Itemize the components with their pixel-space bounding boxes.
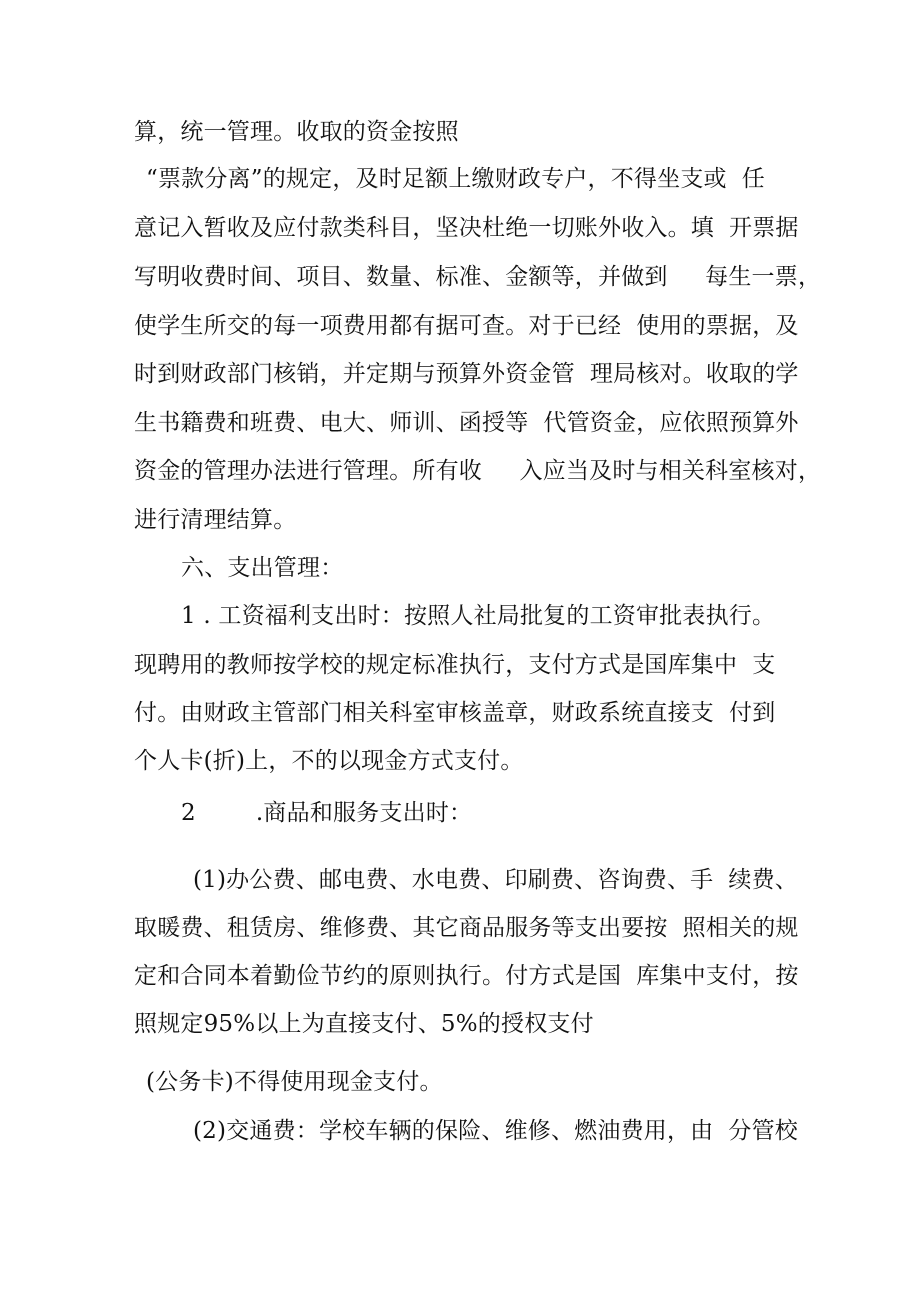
paragraph-line: 算，统一管理。收取的资金按照 (134, 119, 459, 145)
paragraph-line: 现聘用的教师按学校的规定标准执行，支付方式是国库集中 支 (134, 652, 776, 678)
paragraph-line: 取暖费、租赁房、维修费、其它商品服务等支出要按 照相关的规 (134, 915, 799, 941)
paragraph-line: “票款分离”的规定，及时足额上缴财政专户，不得坐支或 任 (146, 166, 765, 192)
paragraph-line: 使学生所交的每一项费用都有据可查。对于已经 使用的票据，及 (134, 313, 799, 339)
paragraph-line: 生书籍费和班费、电大、师训、函授等 代管资金，应依照预算外 (134, 410, 799, 436)
paragraph-line: (1)办公费、邮电费、水电费、印刷费、咨询费、手 续费、 (193, 867, 799, 893)
paragraph-line: 资金的管理办法进行管理。所有收 入应当及时与相关科室核对， (134, 458, 822, 484)
paragraph-line: 定和合同本着勤俭节约的原则执行。付方式是国 库集中支付，按 (134, 963, 799, 989)
paragraph-line: 进行清理结算。 (134, 507, 297, 533)
paragraph-line: 时到财政部门核销，并定期与预算外资金管 理局核对。收取的学 (134, 361, 799, 387)
paragraph-line: 写明收费时间、项目、数量、标准、金额等，并做到 每生一票， (134, 264, 822, 290)
section-heading: 六、支出管理： (181, 555, 344, 581)
paragraph-line: 1 . 工资福利支出时：按照人社局批复的工资审批表执行。 (181, 603, 776, 629)
paragraph-line: (公务卡)不得使用现金支付。 (146, 1069, 443, 1095)
paragraph-line: 个人卡(折)上，不的以现金方式支付。 (134, 748, 524, 774)
paragraph-line: 照规定95%以上为直接支付、5%的授权支付 (134, 1011, 594, 1037)
paragraph-line: 意记入暂收及应付款类科目，坚决杜绝一切账外收入。填 开票据 (134, 215, 799, 241)
paragraph-line: (2)交通费：学校车辆的保险、维修、燃油费用，由 分管校 (193, 1118, 799, 1144)
paragraph-line: 付。由财政主管部门相关科室审核盖章，财政系统直接支 付到 (134, 700, 776, 726)
sub-heading: 2 .商品和服务支出时： (181, 800, 473, 826)
